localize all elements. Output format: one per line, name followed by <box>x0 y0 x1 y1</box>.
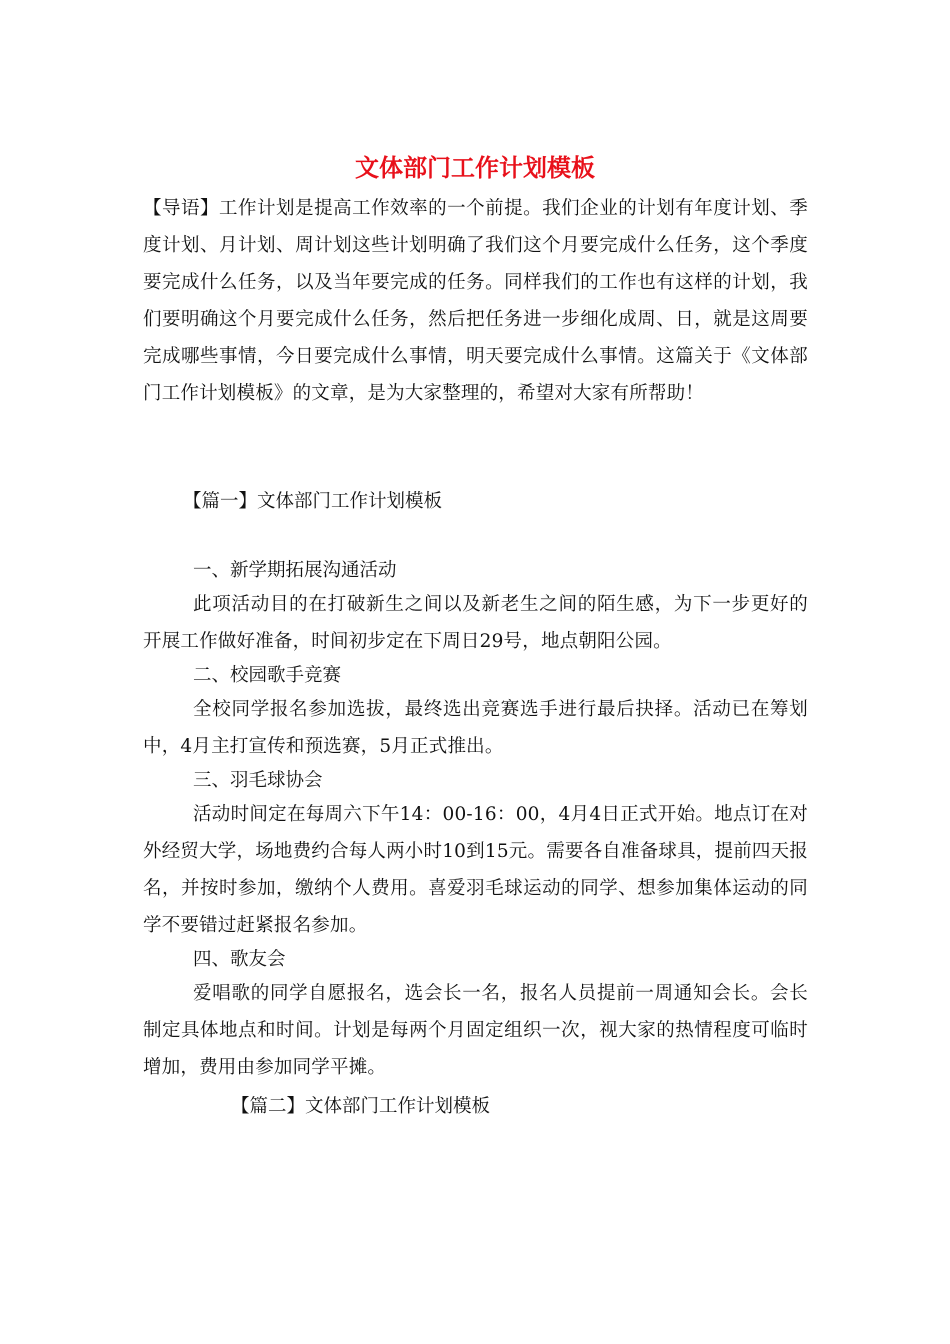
section-heading-2: 二、校园歌手竞赛 <box>193 665 342 686</box>
section-heading-3: 三、羽毛球协会 <box>193 770 323 791</box>
intro-paragraph: 【导语】工作计划是提高工作效率的一个前提。我们企业的计划有年度计划、季度计划、月计划、周计划这些计划明确了我们这个月要完成什么任务，这个季度要完成什么任务，以及当年要完成的任务。同样我们的工作也有这样的计划，我们要明确这个月要完成什么任务，然后把任务进一步细化成周、日，就是这周要完成哪些事情，今日要完成什么事情，明天要完成什么事情。这篇关于《文体部门工作计划模板》的文章，是为大家整理的，希望对大家有所帮助！ <box>143 198 808 404</box>
document-title: 文体部门工作计划模板 <box>355 153 595 182</box>
section-body-4: 爱唱歌的同学自愿报名，选会长一名，报名人员提前一周通知会长。会长制定具体地点和时间。计划是每两个月固定组织一次，视大家的热情程度可临时增加，费用由参加同学平摊。 <box>143 983 808 1078</box>
section-heading-4: 四、歌友会 <box>193 949 286 970</box>
section-body-2: 全校同学报名参加选拔，最终选出竞赛选手进行最后抉择。活动已在筹划中，4月主打宣传和预选赛，5月正式推出。 <box>143 699 808 757</box>
section-body-1: 此项活动目的在打破新生之间以及新老生之间的陌生感，为下一步更好的开展工作做好准备，时间初步定在下周日29号，地点朝阳公园。 <box>143 594 808 652</box>
part2-heading: 【篇二】文体部门工作计划模板 <box>231 1096 491 1117</box>
part1-heading: 【篇一】文体部门工作计划模板 <box>183 491 443 512</box>
section-heading-1: 一、新学期拓展沟通活动 <box>193 560 397 581</box>
section-body-3: 活动时间定在每周六下午14：00-16：00，4月4日正式开始。地点订在对外经贸大学，场地费约合每人两小时10到15元。需要各自准备球具，提前四天报名，并按时参加，缴纳个人费用。喜爱羽毛球运动的同学、想参加集体运动的同学不要错过赶紧报名参加。 <box>143 804 808 936</box>
